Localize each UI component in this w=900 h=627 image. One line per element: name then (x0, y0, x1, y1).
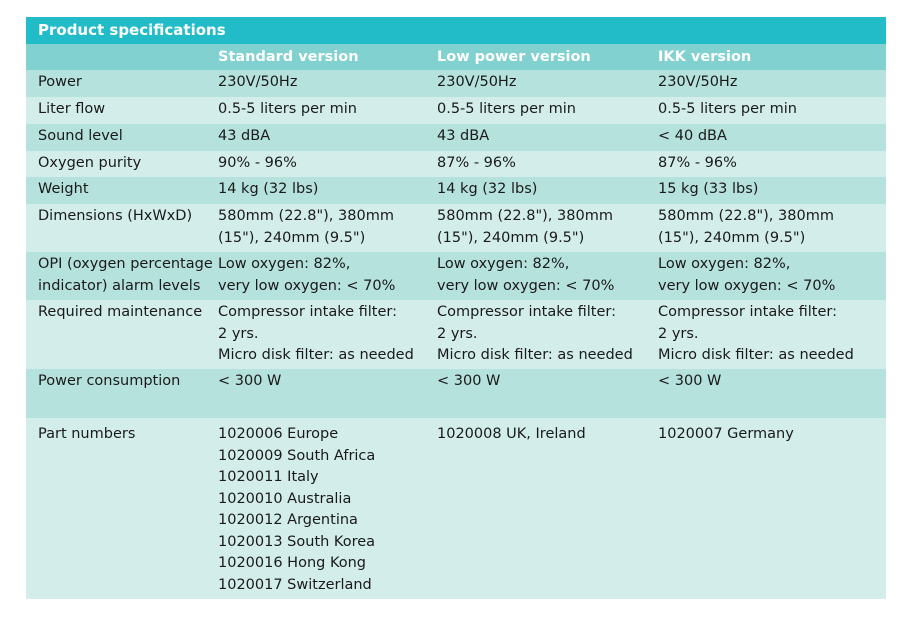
header-row (26, 44, 886, 70)
cell-low-power: 580mm (22.8"), 380mm (15"), 240mm (9.5") (437, 208, 613, 246)
cell-ikk: 1020007 Germany (658, 426, 794, 442)
row-maintenance (26, 300, 886, 369)
cell-ikk: Compressor intake filter: 2 yrs. Micro disk filter: as needed (658, 304, 854, 363)
cell-standard: 90% - 96% (218, 155, 297, 171)
row-label: Dimensions (HxWxD) (38, 208, 193, 224)
cell-low-power: 230V/50Hz (437, 74, 517, 90)
cell-standard: Low oxygen: 82%, very low oxygen: < 70% (218, 256, 396, 294)
cell-ikk: 0.5-5 liters per min (658, 101, 797, 117)
row-label: Oxygen purity (38, 155, 142, 171)
row-power-consumption (26, 369, 886, 418)
cell-low-power: 43 dBA (437, 128, 490, 144)
row-label: Sound level (38, 128, 123, 144)
row-dimensions (26, 204, 886, 252)
cell-low-power: 0.5-5 liters per min (437, 101, 576, 117)
cell-standard: 580mm (22.8"), 380mm (15"), 240mm (9.5") (218, 208, 394, 246)
row-weight (26, 177, 886, 204)
header-cell-label (26, 44, 218, 70)
cell-standard: 14 kg (32 lbs) (218, 181, 319, 197)
row-part-numbers (26, 418, 886, 599)
cell-standard: < 300 W (218, 373, 282, 389)
row-power (26, 70, 886, 97)
cell-standard: 43 dBA (218, 128, 271, 144)
cell-ikk: 87% - 96% (658, 155, 737, 171)
header-standard: Standard version (218, 49, 359, 65)
header-ikk: IKK version (658, 49, 752, 65)
cell-low-power: Compressor intake filter: 2 yrs. Micro disk filter: as needed (437, 304, 633, 363)
cell-low-power: < 300 W (437, 373, 501, 389)
cell-standard: 230V/50Hz (218, 74, 298, 90)
cell-ikk: < 40 dBA (658, 128, 727, 144)
cell-ikk: < 300 W (658, 373, 722, 389)
cell-ikk: 580mm (22.8"), 380mm (15"), 240mm (9.5") (658, 208, 834, 246)
cell-low-power: 87% - 96% (437, 155, 516, 171)
cell-low-power: 1020008 UK, Ireland (437, 426, 586, 442)
row-label: Power consumption (38, 373, 181, 389)
header-low-power: Low power version (437, 49, 591, 65)
cell-low-power: 14 kg (32 lbs) (437, 181, 538, 197)
cell-ikk: Low oxygen: 82%, very low oxygen: < 70% (658, 256, 836, 294)
row-sound-level (26, 124, 886, 151)
row-oxygen-purity (26, 151, 886, 177)
row-label: Liter flow (38, 101, 106, 117)
spec-table (26, 17, 886, 599)
row-label: Part numbers (38, 426, 136, 442)
row-liter-flow (26, 97, 886, 124)
row-label: Power (38, 74, 82, 90)
row-label: Weight (38, 181, 89, 197)
cell-standard: 1020006 Europe 1020009 South Africa 1020011 Italy 1020010 Australia 1020012 Argentina 1020013 South Korea 1020016 Hong Kong 1020017 Switzerland (218, 426, 376, 593)
cell-low-power: Low oxygen: 82%, very low oxygen: < 70% (437, 256, 615, 294)
cell-standard: Compressor intake filter: 2 yrs. Micro disk filter: as needed (218, 304, 414, 363)
row-label: Required maintenance (38, 304, 203, 320)
cell-ikk: 15 kg (33 lbs) (658, 181, 759, 197)
row-opi-alarm (26, 252, 886, 300)
cell-standard: 0.5-5 liters per min (218, 101, 357, 117)
table-title: Product specifications (26, 17, 886, 44)
row-label: OPI (oxygen percentage indicator) alarm levels (38, 256, 213, 294)
cell-ikk: 230V/50Hz (658, 74, 738, 90)
